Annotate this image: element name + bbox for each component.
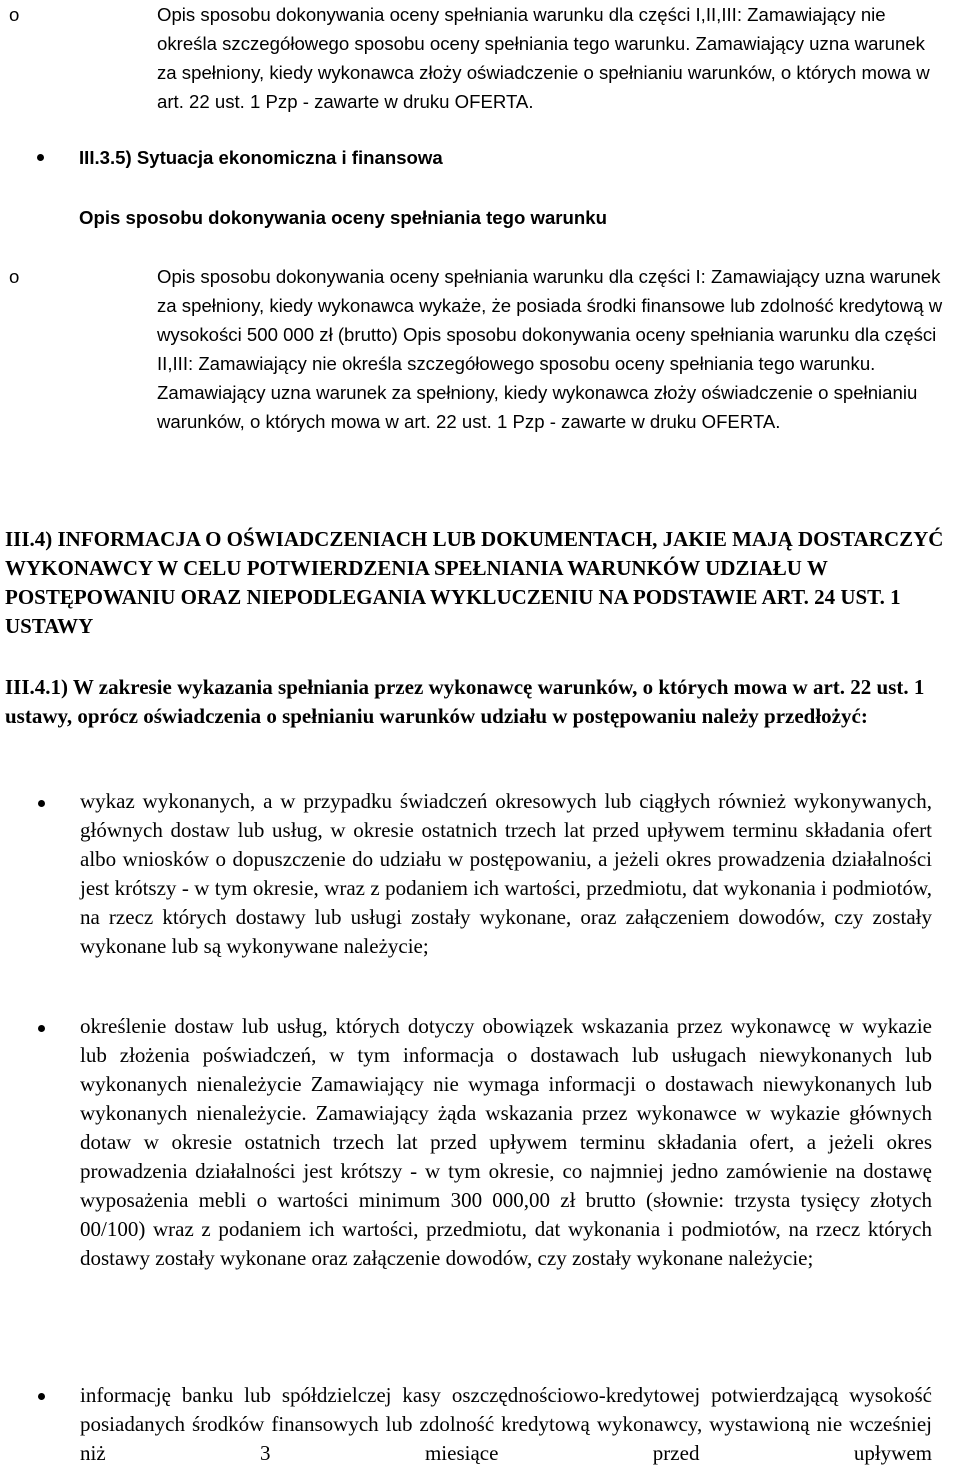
bullet-icon [38, 1025, 45, 1032]
section-subheading: Opis sposobu dokonywania oceny spełniania tego warunku [79, 207, 607, 228]
section-subheading: III.4.1) W zakresie wykazania spełniania przez wykonawcę warunków, o których mowa w art. 22 ust. 1 ustawy, oprócz oświadczenia o spełnianiu warunków udziału w postępowaniu należy przedłożyć: [5, 675, 925, 728]
list-item-text: Opis sposobu dokonywania oceny spełniania warunku dla części I: Zamawiający uzna warunek za spełniony, kiedy wykonawca wykaże, że posiada środki finansowe lub zdolność kredytową w wysokości 500 000 zł (brutto) Opis sposobu dokonywania oceny spełniania warunku dla części II,III: Zamawiający nie określa szczegółowego sposobu oceny spełniania tego warunku. Zamawiający uzna warunek za spełniony, kiedy wykonawca złoży oświadczenie o spełnianiu warunków, o których mowa w art. 22 ust. 1 Pzp - zawarte w druku OFERTA. [157, 266, 943, 432]
section-heading: III.4) INFORMACJA O OŚWIADCZENIACH LUB DOKUMENTACH, JAKIE MAJĄ DOSTARCZYĆ WYKONAWCY W CELU POTWIERDZENIA SPEŁNIANIA WARUNKÓW UDZIAŁU W POSTĘPOWANIU ORAZ NIEPODLEGANIA WYKLUCZENIU NA PODSTAWIE ART. 24 UST. 1 USTAWY [5, 527, 944, 638]
bullet-icon [38, 800, 45, 807]
circle-bullet-icon: o [9, 266, 20, 287]
circle-bullet-icon: o [9, 4, 20, 25]
list-item [9, 0, 930, 116]
list-item: informację banku lub spółdzielczej kasy oszczędnościowo-kredytowej potwierdzającą wysokość posiadanych środków finansowych lub zdolność kredytową wykonawcy, wystawioną nie wcześniej niż 3 miesiące przed upływem [80, 1383, 932, 1465]
bullet-icon [37, 154, 44, 161]
bullet-icon [38, 1393, 45, 1400]
list-item: określenie dostaw lub usług, których dotyczy obowiązek wskazania przez wykonawcę w wykazie lub złożenia poświadczeń, w tym informacja o dostawach lub usługach niewykonanych lub wykonanych nienależycie Zamawiający nie wymaga informacji o dostawach niewykonanych lub wykonanych nienależycie. Zamawiający żąda wskazania przez wykonawce w wykazie głównych dotaw w okresie ostatnich trzech lat przed upływem terminu składania ofert, a jeżeli okres prowadzenia działalności jest krótszy - w tym okresie, co najmniej jedno zamówienie na dostawę wyposażenia mebli o wartości minimum 300 000,00 zł brutto (słownie: trzysta tysięcy złotych 00/100) wraz z podaniem ich wartości, przedmiotu, dat wykonania i podmiotów, na rzecz których dostawy zostały wykonane oraz załączenie dowodów, czy zostały wykonane należycie; [80, 1014, 932, 1270]
list-item: wykaz wykonanych, a w przypadku świadczeń okresowych lub ciągłych również wykonywanych, głównych dostaw lub usług, w okresie ostatnich trzech lat przed upływem terminu składania ofert albo wniosków o dopuszczenie do udziału w postępowaniu, a jeżeli okres prowadzenia działalności jest krótszy - w tym okresie, wraz z podaniem ich wartości, przedmiotu, dat wykonania i podmiotów, na rzecz których dostawy lub usługi zostały wykonane, oraz załączeniem dowodów, czy zostały wykonane lub są wykonywane należycie; [80, 789, 932, 958]
section-heading: III.3.5) Sytuacja ekonomiczna i finansowa [79, 147, 443, 168]
list-item-text: Opis sposobu dokonywania oceny spełniania warunku dla części I,II,III: Zamawiający nie określa szczegółowego sposobu oceny spełniania tego warunku. Zamawiający uzna warunek za spełniony, kiedy wykonawca złoży oświadczenie o spełnianiu warunków, o których mowa w art. 22 ust. 1 Pzp - zawarte w druku OFERTA. [157, 4, 930, 112]
list-item [9, 262, 943, 436]
